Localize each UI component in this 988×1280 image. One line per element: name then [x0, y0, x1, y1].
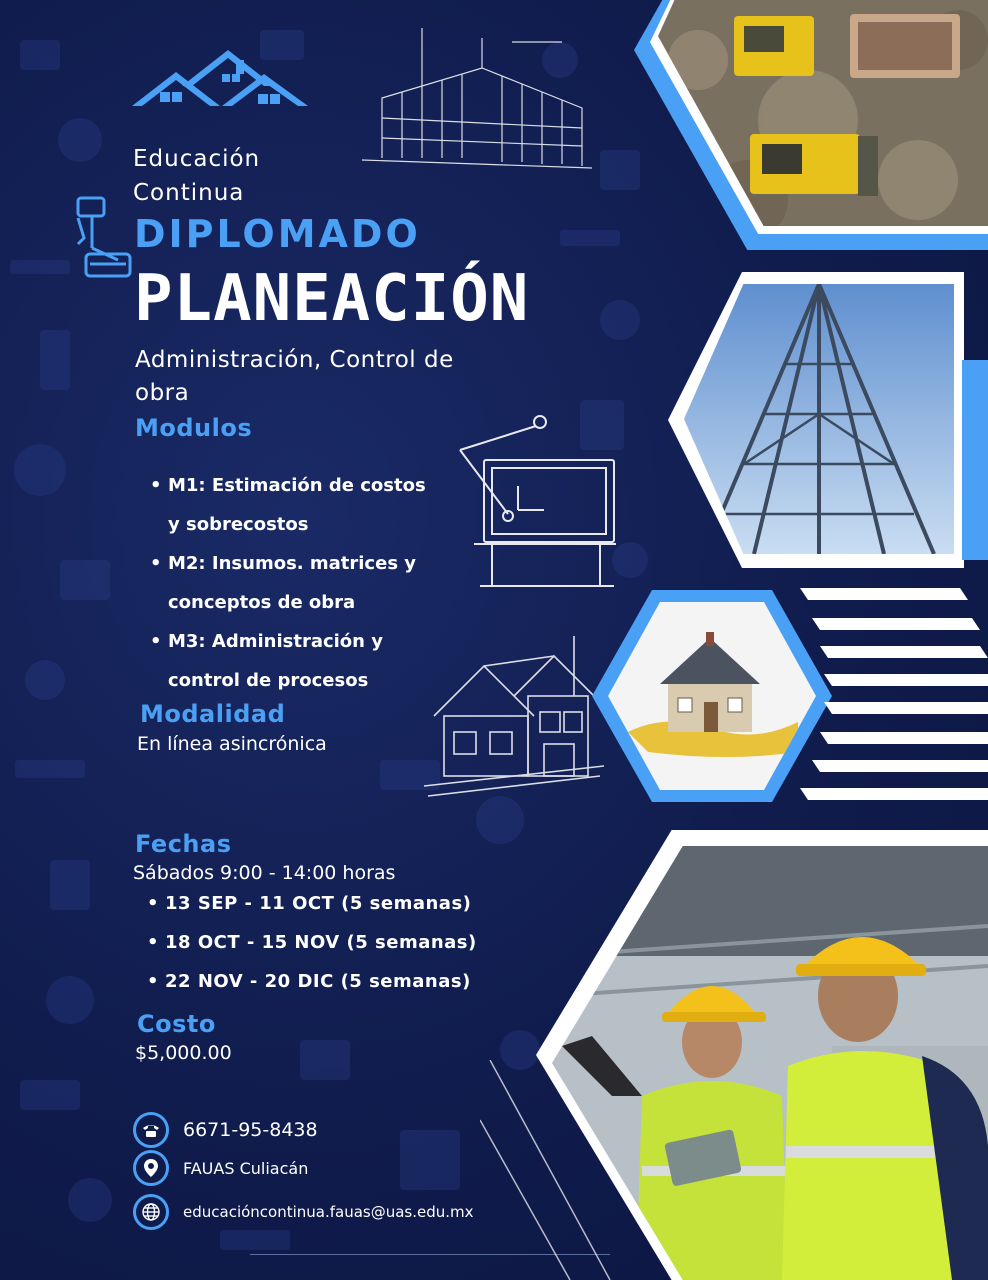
module-item — [150, 544, 460, 622]
dates-heading: Fechas — [135, 830, 232, 858]
house-sketch-illustration — [424, 636, 604, 806]
module-item-line1: • M2: Insumos. matrices y — [168, 553, 417, 574]
program-subtitle — [135, 344, 555, 410]
dates-schedule: Sábados 9:00 - 14:00 horas — [133, 862, 396, 884]
org-name-line1: Educación — [133, 146, 261, 172]
module-item-line2: conceptos de obra — [168, 592, 356, 613]
module-item-line2: control de procesos — [168, 670, 369, 691]
module-item-line1: • M3: Administración y — [168, 631, 383, 652]
modules-heading: Modulos — [135, 414, 253, 442]
contact-email[interactable]: educacióncontinua.fauas@uas.edu.mx — [183, 1203, 474, 1221]
contact-email-row[interactable] — [133, 1194, 474, 1230]
program-subtitle-line1: Administración, Control de — [135, 347, 454, 373]
program-subtitle-line2: obra — [135, 380, 190, 406]
contact-location-row[interactable] — [133, 1150, 308, 1186]
program-kind: DIPLOMADO — [134, 212, 421, 256]
contact-phone-row[interactable] — [133, 1112, 318, 1148]
telephone-icon — [133, 1112, 169, 1148]
modality-heading: Modalidad — [140, 700, 286, 728]
cost-value: $5,000.00 — [135, 1042, 232, 1064]
modality-value: En línea asincrónica — [137, 733, 327, 755]
contact-location[interactable]: FAUAS Culiacán — [183, 1158, 309, 1178]
globe-icon — [133, 1194, 169, 1230]
program-title: PLANEACIÓN — [134, 262, 530, 336]
module-item-line2: y sobrecostos — [168, 514, 309, 535]
module-item — [150, 466, 460, 544]
cost-heading: Costo — [137, 1010, 216, 1038]
accent-bar — [962, 360, 988, 560]
building-sketch-illustration — [362, 28, 592, 170]
date-item: • 22 NOV - 20 DIC (5 semanas) — [147, 962, 477, 1001]
map-pin-icon — [133, 1150, 169, 1186]
date-item: • 13 SEP - 11 OCT (5 semanas) — [147, 884, 477, 923]
drafting-table-illustration — [440, 410, 620, 592]
modules-list — [150, 466, 460, 700]
module-item — [150, 622, 460, 700]
excavator-icon — [74, 194, 134, 286]
org-name — [133, 142, 260, 210]
org-name-line2: Continua — [133, 180, 245, 206]
house-roof-logo-icon — [132, 50, 308, 116]
decorative-stripes — [800, 588, 988, 802]
date-item: • 18 OCT - 15 NOV (5 semanas) — [147, 923, 477, 962]
module-item-line1: • M1: Estimación de costos — [168, 475, 426, 496]
dates-list — [147, 884, 477, 1001]
contact-phone[interactable]: 6671-95-8438 — [183, 1119, 318, 1141]
